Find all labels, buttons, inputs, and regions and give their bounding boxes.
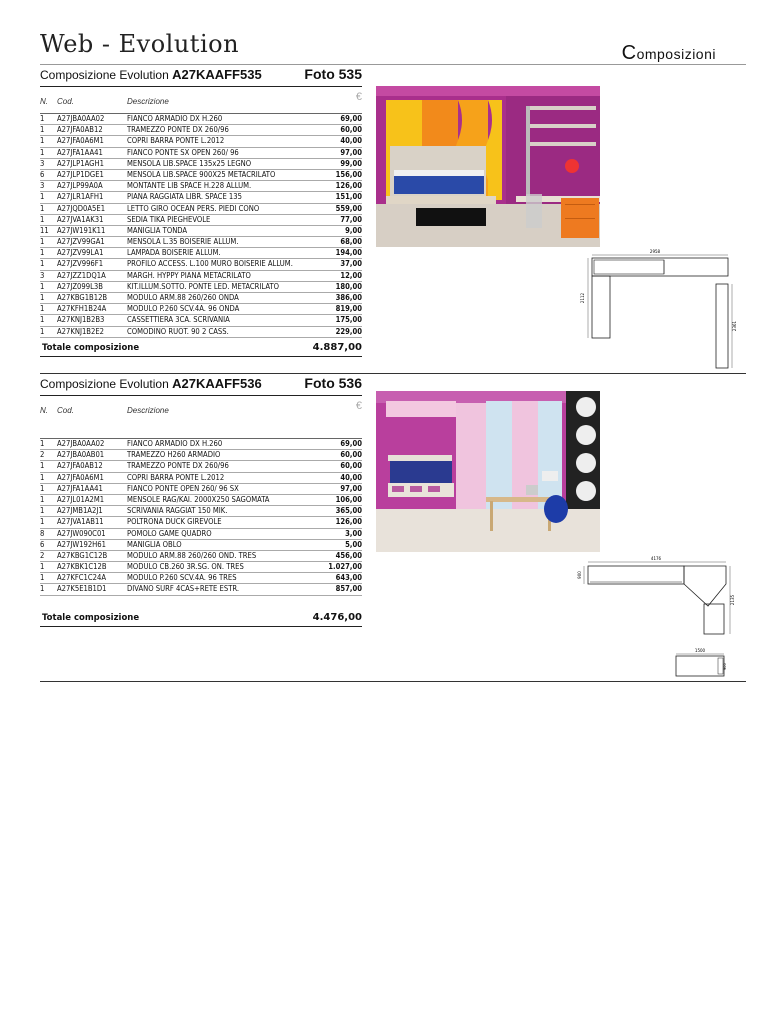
item-qty: 1 [40,114,45,123]
item-qty: 2 [40,550,45,560]
item-code: A27JBA0AA02 [57,114,105,123]
plan-dim-side: 2135 [730,594,735,606]
table-row [40,461,362,472]
item-code: A27KBG1B12B [57,293,108,302]
table-row [40,439,362,450]
item-price: 151,00 [335,192,362,202]
table-row [40,125,362,136]
composition-block [40,66,362,357]
item-code: A27JVA1AK31 [57,214,104,224]
table-row [40,159,362,170]
table-row [40,170,362,181]
item-price: 386,00 [335,293,362,302]
plan-dim-depth: 900 [577,571,582,579]
item-description: DIVANO SURF 4CAS+RETE ESTR. [127,584,240,594]
item-qty: 2 [40,450,45,460]
item-description: TRAMEZZO PONTE DX 260/96 [127,125,229,135]
item-qty: 3 [40,181,45,191]
item-code: A27JZV99LA1 [57,248,104,258]
item-price: 5,00 [345,539,362,549]
item-price: 97,00 [340,483,362,493]
header-divider [40,64,746,65]
item-qty: 11 [40,225,49,235]
section-title [622,42,716,65]
item-qty: 1 [40,259,45,269]
item-price: 819,00 [335,304,362,314]
item-price: 99,00 [340,158,362,168]
item-price: 60,00 [340,125,362,135]
item-qty: 1 [40,461,45,471]
items-table [40,114,362,338]
room-photo-536 [376,391,600,552]
table-row [40,495,362,506]
item-code: A27JZ099L3B [57,281,103,291]
item-description: TRAMEZZO H260 ARMADIO [127,450,221,460]
item-code: A27JFA0A6M1 [57,136,104,146]
item-code: A27K5E1B1D1 [57,584,107,594]
item-qty: 1 [40,293,45,302]
plan-dim-sofa: 1500 [694,648,706,653]
total-value: 4.887,00 [312,341,362,353]
item-qty: 1 [40,203,45,213]
item-qty: 1 [40,136,45,146]
table-row [40,215,362,226]
item-price: 194,00 [335,248,362,258]
item-description: MENSOLA LIB.SPACE 135x25 LEGNO [127,158,252,168]
item-price: 1.027,00 [328,562,362,572]
table-row [40,450,362,461]
item-code: A27JFA0A6M1 [57,472,104,482]
table-row [40,204,362,215]
item-code: A27JLP99A0A [57,181,103,191]
item-qty: 1 [40,506,45,516]
col-currency: € [355,91,362,103]
item-qty: 1 [40,315,45,325]
item-qty: 1 [40,304,45,314]
column-header [40,396,362,414]
col-n: N. [40,406,48,415]
item-qty: 1 [40,248,45,258]
composition-header [40,66,362,86]
item-price: 229,00 [335,326,362,336]
item-qty: 1 [40,281,45,291]
total-row [40,338,362,357]
item-description: PROFILO ACCESS. L.100 MURO BOISERIE ALLUM. [127,259,293,269]
table-row [40,192,362,203]
item-description: MODULO CB.260 3R.SG. ON. TRES [127,562,244,572]
item-price: 68,00 [340,237,362,247]
item-price: 69,00 [340,114,362,123]
total-value: 4.476,00 [312,611,362,623]
item-code: A27JLP1AGH1 [57,158,104,168]
item-price: 156,00 [335,169,362,179]
composition-code: A27KAAFF535 [172,67,262,82]
item-code: A27JLP1DGE1 [57,169,104,179]
item-price: 106,00 [335,494,362,504]
table-row [40,473,362,484]
item-description: SCRIVANIA RAGGIAT 150 MIK. [127,506,228,516]
table-row [40,584,362,595]
floor-plan-535 [580,248,740,372]
composition-prefix: Composizione Evolution [40,68,169,82]
section-divider [40,373,746,374]
table-row [40,562,362,573]
table-row [40,248,362,259]
item-description: COMODINO RUOT. 90 2 CASS. [127,326,229,336]
item-description: MODULO ARM.88 260/260 ONDA [127,293,239,302]
composition-title [40,376,262,391]
col-code: Cod. [57,406,74,415]
col-currency: € [355,400,362,412]
composition-prefix: Composizione Evolution [40,377,169,391]
plan-dim-width: 2958 [649,249,661,254]
item-price: 3,00 [345,528,362,538]
composition-header [40,375,362,395]
total-row [40,608,362,627]
item-code: A27JFA0AB12 [57,125,103,135]
photo-label: Foto 536 [304,375,362,391]
total-label: Totale composizione [42,612,140,623]
table-row [40,271,362,282]
item-description: MENSOLA LIB.SPACE 900X25 METACRILATO [127,169,276,179]
item-price: 365,00 [335,506,362,516]
item-code: A27KNJ1B2B3 [57,315,105,325]
plan-dim-sofa-depth: 900 [723,663,727,670]
table-row [40,506,362,517]
item-description: FIANCO PONTE OPEN 260/ 96 SX [127,483,239,493]
item-price: 37,00 [340,259,362,269]
table-row [40,327,362,338]
item-qty: 8 [40,528,45,538]
item-qty: 1 [40,439,45,448]
item-price: 643,00 [335,573,362,583]
item-code: A27JBA0AA02 [57,439,105,448]
item-code: A27JLR1AFH1 [57,192,104,202]
item-qty: 1 [40,237,45,247]
table-row [40,540,362,551]
item-qty: 1 [40,147,45,157]
item-code: A27JMB1A2J1 [57,506,103,516]
item-code: A27JQD0A5E1 [57,203,106,213]
table-row [40,114,362,125]
item-description: COPRI BARRA PONTE L.2012 [127,136,225,146]
table-row [40,551,362,562]
item-code: A27JW192H61 [57,539,106,549]
table-row [40,304,362,315]
item-qty: 1 [40,573,45,583]
item-description: COPRI BARRA PONTE L.2012 [127,472,225,482]
item-price: 12,00 [340,270,362,280]
item-description: FIANCO ARMADIO DX H.260 [127,114,223,123]
item-code: A27JFA1AA41 [57,147,103,157]
item-price: 77,00 [340,214,362,224]
item-code: A27JL01A2M1 [57,494,105,504]
plan-dim-width: 4176 [650,556,662,561]
item-qty: 1 [40,125,45,135]
item-description: MODULO P.260 SCV.4A. 96 TRES [127,573,237,583]
floor-plan-536 [576,556,746,680]
item-price: 60,00 [340,461,362,471]
item-description: PIANA RAGGIATA LIBR. SPACE 135 [127,192,242,202]
item-qty: 1 [40,483,45,493]
item-code: A27JFA0AB12 [57,461,103,471]
item-description: MARGH. HYPPY PIANA METACRILATO [127,270,251,280]
item-price: 456,00 [335,550,362,560]
item-code: A27JW191K11 [57,225,106,235]
table-row [40,315,362,326]
table-row [40,517,362,528]
item-description: MODULO ARM.88 260/260 OND. TRES [127,550,257,560]
col-code: Cod. [57,97,74,106]
table-row [40,293,362,304]
item-description: POLTRONA DUCK GIREVOLE [127,517,222,527]
col-desc: Descrizione [127,406,169,415]
table-row [40,226,362,237]
item-qty: 1 [40,472,45,482]
item-code: A27JZV99GA1 [57,237,105,247]
item-price: 857,00 [335,584,362,594]
item-code: A27KFC1C24A [57,573,107,583]
item-qty: 3 [40,270,45,280]
item-description: SEDIA TIKA PIEGHEVOLE [127,214,211,224]
item-description: LETTO GIRO OCEAN PERS. PIEDI CONO [127,203,260,213]
item-qty: 1 [40,214,45,224]
table-row [40,529,362,540]
item-qty: 3 [40,158,45,168]
table-row [40,282,362,293]
item-qty: 6 [40,539,45,549]
item-price: 40,00 [340,472,362,482]
item-price: 559,00 [335,203,362,213]
item-description: POMOLO GAME QUADRO [127,528,212,538]
table-row [40,136,362,147]
item-price: 40,00 [340,136,362,146]
composition-block [40,375,362,627]
item-price: 69,00 [340,439,362,448]
item-price: 126,00 [335,517,362,527]
item-qty: 1 [40,517,45,527]
bottom-divider [40,681,746,682]
table-row [40,181,362,192]
item-code: A27JW090C01 [57,528,106,538]
item-description: MANIGLIA TONDA [127,225,188,235]
table-row [40,259,362,270]
item-price: 126,00 [335,181,362,191]
item-description: MODULO P.260 SCV.4A. 96 ONDA [127,304,240,314]
table-row [40,484,362,495]
table-row [40,573,362,584]
item-description: FIANCO ARMADIO DX H.260 [127,439,223,448]
col-desc: Descrizione [127,97,169,106]
item-description: TRAMEZZO PONTE DX 260/96 [127,461,229,471]
item-qty: 1 [40,192,45,202]
item-price: 175,00 [335,315,362,325]
item-price: 180,00 [335,281,362,291]
item-qty: 1 [40,562,45,572]
item-price: 9,00 [345,225,362,235]
plan-dim-depth: 2112 [580,292,585,304]
item-description: FIANCO PONTE SX OPEN 260/ 96 [127,147,239,157]
total-label: Totale composizione [42,342,140,353]
items-table [40,439,362,596]
photo-label: Foto 535 [304,66,362,82]
item-description: LAMPADA BOISERIE ALLUM. [127,248,221,258]
item-price: 60,00 [340,450,362,460]
item-qty: 6 [40,169,45,179]
section-rest: omposizioni [636,46,716,62]
plan-dim-height: 2361 [732,320,737,332]
table-row [40,237,362,248]
item-qty: 1 [40,326,45,336]
composition-title [40,67,262,82]
item-description: CASSETTIERA 3CA. SCRIVANIA [127,315,230,325]
item-code: A27JFA1AA41 [57,483,103,493]
item-code: A27KBK1C12B [57,562,107,572]
item-code: A27JZZ1DQ1A [57,270,106,280]
item-description: MENSOLA L.35 BOISERIE ALLUM. [127,237,239,247]
item-code: A27JVA1AB11 [57,517,104,527]
table-row [40,148,362,159]
item-qty: 1 [40,494,45,504]
item-description: KIT.ILLUM.SOTTO. PONTE LED. METACRILATO [127,281,280,291]
item-code: A27JBA0AB01 [57,450,105,460]
item-code: A27KNJ1B2E2 [57,326,105,336]
col-n: N. [40,97,48,106]
room-photo-535 [376,86,600,247]
column-header [40,87,362,105]
item-code: A27JZV996F1 [57,259,104,269]
item-description: MONTANTE LIB SPACE H.228 ALLUM. [127,181,252,191]
brand-title: Web - Evolution [40,30,240,58]
composition-code: A27KAAFF536 [172,376,262,391]
item-description: MENSOLE RAG/KAI. 2000X250 SAGOMATA [127,494,270,504]
item-description: MANIGLIA OBLO [127,539,182,549]
item-code: A27KFH1B24A [57,304,107,314]
section-initial: C [621,42,637,64]
item-qty: 1 [40,584,45,594]
item-price: 97,00 [340,147,362,157]
item-code: A27KBG1C12B [57,550,108,560]
